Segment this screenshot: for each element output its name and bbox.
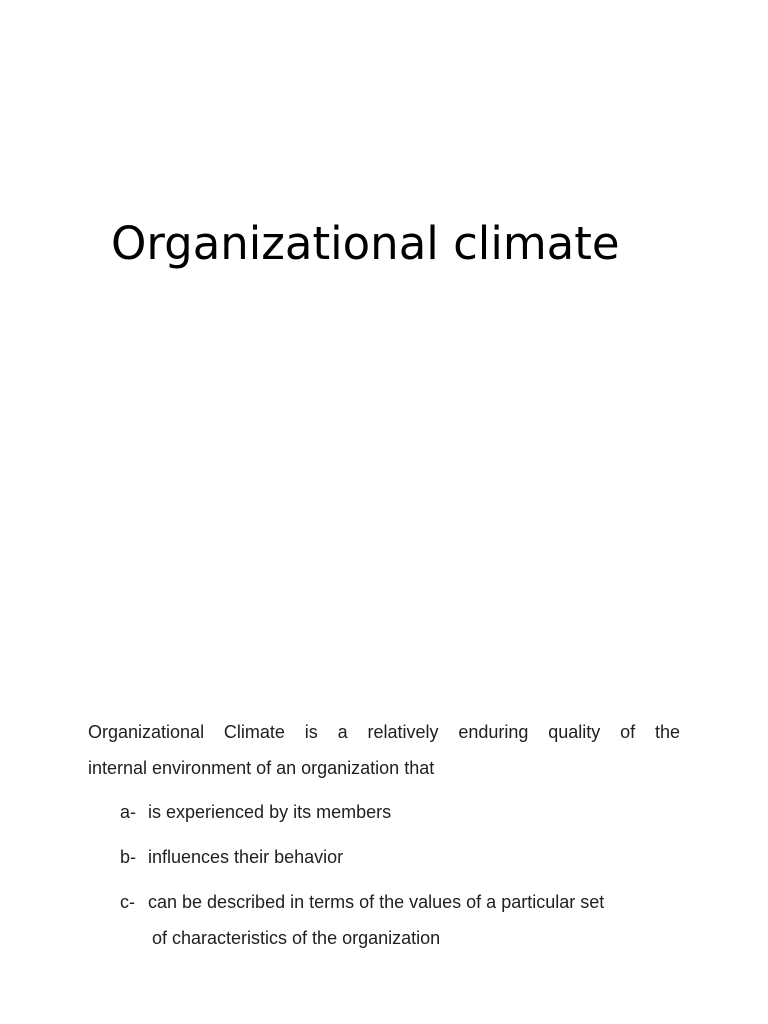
list-item-c xyxy=(88,884,680,956)
list-item-text xyxy=(148,794,391,830)
intro-line-2: internal environment of an organization that xyxy=(88,758,435,778)
list-item-line: influences their behavior xyxy=(148,847,344,867)
list-item-a xyxy=(88,794,680,830)
list-item-text xyxy=(148,884,604,956)
characteristics-list xyxy=(88,794,680,956)
list-item-line-continued: of characteristics of the organization xyxy=(152,928,441,948)
intro-line-1: Organizational Climate is a relatively enduring quality of the xyxy=(88,722,680,742)
list-item-text xyxy=(148,839,343,875)
body-text xyxy=(88,714,680,965)
list-item-line: is experienced by its members xyxy=(148,802,392,822)
list-marker: b- xyxy=(120,847,137,867)
page-title: Organizational climate xyxy=(111,217,620,270)
list-marker: c- xyxy=(120,892,135,912)
list-marker: a- xyxy=(120,802,137,822)
list-item-b xyxy=(88,839,680,875)
list-item-line: can be described in terms of the values of a particular set xyxy=(148,892,605,912)
